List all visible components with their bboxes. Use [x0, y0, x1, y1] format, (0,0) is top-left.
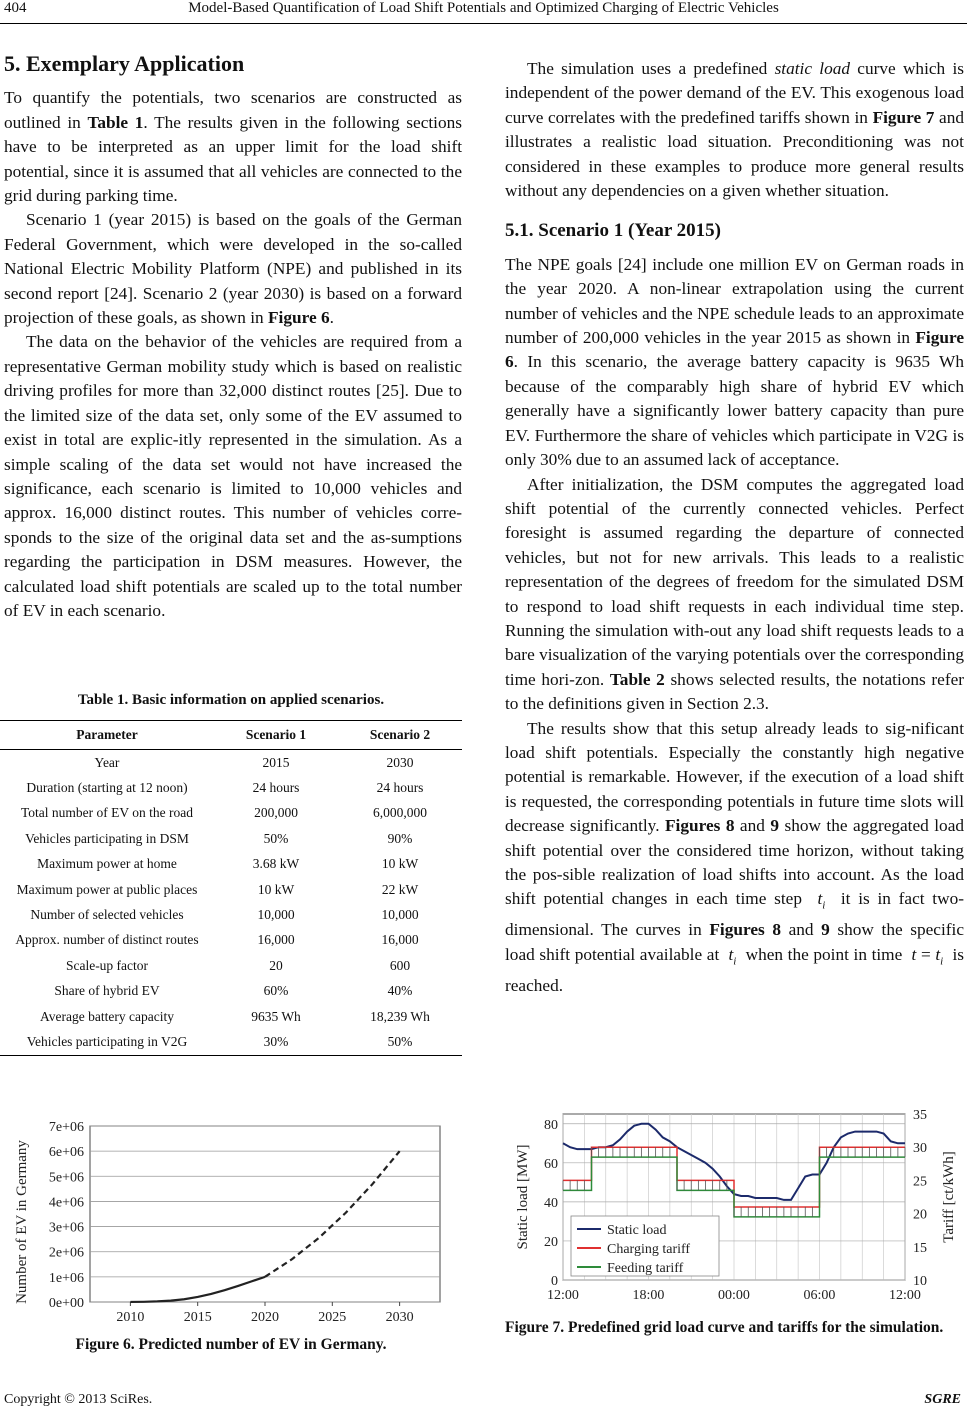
- table-row: [0, 928, 462, 953]
- footer-copyright: Copyright © 2013 SciRes.: [4, 1392, 153, 1407]
- table-row: [0, 852, 462, 877]
- paragraph: After initialization, the DSM computes the aggregated load shift potential of the currently connected vehicles. Perfect foresight is assumed regarding the departure of connected vehicles, but not for new arrivals. This leads to a realistic representation of the degrees of freedom for the simulated DSM to respond to load shift requests in each individual time step. Running the simulation with-out any load shift requests leads to a bare visualization of the varying potentials over the corresponding time hori-zon. Table 2 shows selected results, the notations refer to the definitions given in Section 2.3.: [505, 474, 964, 714]
- table-cell: 10,000: [381, 907, 419, 923]
- x-tick-label: 2020: [251, 1310, 279, 1325]
- legend-label: Feeding tariff: [607, 1261, 684, 1276]
- table-cell: 600: [389, 957, 411, 973]
- table-cell: Number of selected vehicles: [30, 907, 184, 923]
- figure-6: [0, 1110, 462, 1330]
- table-row: [0, 826, 462, 851]
- table-header: Scenario 1: [214, 721, 338, 750]
- table-header: Parameter: [0, 721, 214, 750]
- legend-label: Static load: [607, 1223, 667, 1238]
- table-cell: Total number of EV on the road: [20, 805, 193, 821]
- table-row: [0, 877, 462, 902]
- table-cell: Share of hybrid EV: [54, 983, 160, 999]
- footer-journal: SGRE: [924, 1392, 961, 1407]
- table-cell: 10 kW: [381, 856, 419, 872]
- table-row: [0, 801, 462, 826]
- table-cell: 9635 Wh: [251, 1008, 301, 1024]
- paragraph: To quantify the potentials, two scenarios are constructed as outlined in Table 1. The results given in the following sections have to be interpreted as an upper limit for the load shift potential, since it is assumed that all vehicles are connected to the grid during parking time.: [4, 88, 462, 206]
- page-header: [0, 0, 967, 22]
- x-tick-label: 2010: [116, 1310, 145, 1325]
- section-title: 5. Exemplary Application: [4, 51, 245, 76]
- paragraph: Scenario 1 (year 2015) is based on the goals of the German Federal Government, which were developed in the so-called National Electric Mobility Platform (NPE) and published in its second report [24]. Scenario 2 (year 2030) is based on a forward projection of these goals, as shown in Figure 6.: [4, 210, 462, 328]
- table-cell: Approx. number of distinct routes: [15, 932, 199, 948]
- figure-6-caption: Figure 6. Predicted number of EV in Germany.: [75, 1336, 387, 1353]
- math-equation: $t = t_i$: [911, 944, 944, 968]
- x-tick-label: 18:00: [632, 1288, 665, 1303]
- table-cell: 24 hours: [376, 780, 424, 796]
- table-cell: 18,239 Wh: [370, 1008, 430, 1024]
- table-cell: Vehicles participating in V2G: [0, 1029, 214, 1055]
- y2-tick-label: 35: [913, 1108, 927, 1123]
- y2-tick-label: 25: [913, 1174, 927, 1190]
- table-row: [0, 750, 462, 776]
- table-cell: 22 kW: [381, 881, 419, 897]
- header-divider: [0, 23, 967, 24]
- table-cell: Vehicles participating in DSM: [25, 830, 189, 846]
- x-tick-label: 2030: [385, 1310, 414, 1325]
- x-tick-label: 12:00: [889, 1288, 921, 1303]
- y-tick-label: 60: [544, 1156, 558, 1172]
- table-cell: Average battery capacity: [40, 1008, 174, 1024]
- math-ti: $t_i$: [728, 944, 737, 968]
- y-tick-label: 1e+06: [48, 1270, 84, 1286]
- table-row: [0, 1004, 462, 1029]
- y-axis-label: Number of EV in Germany: [14, 1140, 30, 1304]
- y2-tick-label: 20: [913, 1207, 927, 1223]
- table-cell: 10,000: [257, 907, 295, 923]
- ev-chart: [0, 1110, 462, 1330]
- table-cell: 16,000: [257, 932, 295, 948]
- y2-axis-label: Tariff [ct/kWh]: [941, 1151, 957, 1243]
- y-tick-label: 7e+06: [48, 1120, 84, 1135]
- table-cell: Scale-up factor: [65, 957, 149, 973]
- y2-tick-label: 10: [913, 1274, 927, 1289]
- table-cell: Maximum power at home: [37, 856, 177, 872]
- y2-tick-label: 15: [913, 1240, 927, 1256]
- paragraph: The NPE goals [24] include one million EV on German roads in the year 2020. A non-linear extrapolation using the current number of vehicles and the NPE schedule leads to an approximate number of 200,000 vehicles in the year 2015 as shown in Figure 6. In this scenario, the average battery capacity is 9635 Wh because of the comparably high share of hybrid EV which generally have a significantly lower battery capacity than pure EV. Furthermore the share of vehicles which participate in V2G is only 30% due to an assumed lack of acceptance.: [505, 254, 964, 470]
- table-header: Scenario 2: [338, 721, 462, 750]
- table-cell: 40%: [387, 983, 413, 999]
- y-tick-label: 4e+06: [48, 1195, 84, 1211]
- table-cell: 10 kW: [257, 881, 295, 897]
- load-tariff-chart: [505, 1098, 967, 1313]
- y-tick-label: 2e+06: [48, 1245, 84, 1261]
- table-cell: Duration (starting at 12 noon): [26, 780, 188, 796]
- table-cell: Maximum power at public places: [16, 881, 198, 897]
- running-title: Model-Based Quantification of Load Shift Potentials and Optimized Charging of Electric Vehicles: [188, 0, 779, 16]
- table-cell: 60%: [263, 983, 289, 999]
- math-ti: $t_i$: [817, 889, 826, 912]
- right-column: [505, 57, 964, 998]
- table-cell: 50%: [263, 830, 289, 846]
- paragraph: The simulation uses a predefined static load curve which is independent of the power demand of the EV. This exogenous load curve correlates with the predefined tariffs shown in Figure 7 and illustrates a realistic load situation. Preconditioning was not considered in these examples to produce more general results without any dependencies on a given whether situation.: [505, 59, 964, 201]
- y-tick-label: 40: [544, 1195, 558, 1211]
- table-row: [0, 775, 462, 800]
- table-row: [0, 1029, 462, 1055]
- x-tick-label: 12:00: [547, 1288, 579, 1303]
- paragraph: The results show that this setup already leads to sig-nificant load shift potentials. Especially the constantly high negative potential is remarkable. However, if the execution of a load shift is requested, the corresponding potentials in future time slots will decrease significantly. Figures 8 and 9 show the aggregated load shift potential over the considered time horizon, without taking the pos-sible realization of load shifts into account. As the load shift potential changes in each time step $t_i$ it is in fact two-dimensional. The curves in Figures 8 and 9 show the specific load shift potential available at $t_i$ when the point in time $t = t_i$ is reached.: [505, 718, 965, 995]
- table-row: [0, 979, 462, 1004]
- paragraph: The data on the behavior of the vehicles are required from a representative German mobility study which is based on realistic driving profiles for more than 32,000 distinct routes [25]. Due to the limited size of the data set, only some of the EV assumed to exist in total are explic-itly represented in the simulation. As a simple scaling of the data set would not have increased the significance, each scenario is limited to 10,000 vehicles and approx. 16,000 distinct routes. This number of vehicles corre-sponds to the size of the original data set and the as-sumptions regarding the participation in DSM measures. However, the calculated load shift potentials are scaled up to the total number of EV in each scenario.: [4, 332, 462, 620]
- table-cell: 200,000: [254, 805, 298, 821]
- subsection-title: 5.1. Scenario 1 (Year 2015): [505, 220, 722, 242]
- table-cell: 2030: [386, 754, 414, 770]
- table-cell: 90%: [387, 830, 413, 846]
- y-tick-label: 0e+00: [48, 1296, 84, 1311]
- y2-tick-label: 30: [913, 1141, 927, 1157]
- left-column: [4, 52, 462, 623]
- figure-7: [505, 1098, 967, 1313]
- y-tick-label: 80: [544, 1117, 558, 1133]
- table-cell: 16,000: [381, 932, 419, 948]
- table-cell: 24 hours: [252, 780, 300, 796]
- y-tick-label: 6e+06: [48, 1145, 84, 1161]
- table-cell: 3.68 kW: [252, 856, 300, 872]
- table-caption: Table 1. Basic information on applied scenarios.: [77, 692, 385, 708]
- x-tick-label: 00:00: [718, 1288, 750, 1303]
- x-tick-label: 2025: [318, 1310, 347, 1325]
- table-cell: 20: [269, 957, 283, 973]
- table-cell: 6,000,000: [373, 805, 427, 821]
- y-tick-label: 0: [551, 1274, 558, 1289]
- x-tick-label: 06:00: [803, 1288, 836, 1303]
- figure-7-caption: Figure 7. Predefined grid load curve and tariffs for the simulation.: [505, 1319, 944, 1336]
- table-row: [0, 953, 462, 978]
- page-number: 404: [4, 0, 27, 16]
- y-tick-label: 3e+06: [48, 1220, 84, 1236]
- y-tick-label: 5e+06: [48, 1170, 84, 1186]
- table-cell: 2015: [262, 754, 290, 770]
- y-tick-label: 20: [544, 1234, 558, 1250]
- table-1: [0, 720, 462, 1056]
- table-row: [0, 902, 462, 927]
- x-tick-label: 2015: [183, 1310, 212, 1325]
- table-cell: 50%: [338, 1029, 462, 1055]
- table-cell: Year: [94, 754, 120, 770]
- table-cell: 30%: [214, 1029, 338, 1055]
- y-axis-label: Static load [MW]: [515, 1144, 531, 1250]
- legend-label: Charging tariff: [607, 1242, 691, 1257]
